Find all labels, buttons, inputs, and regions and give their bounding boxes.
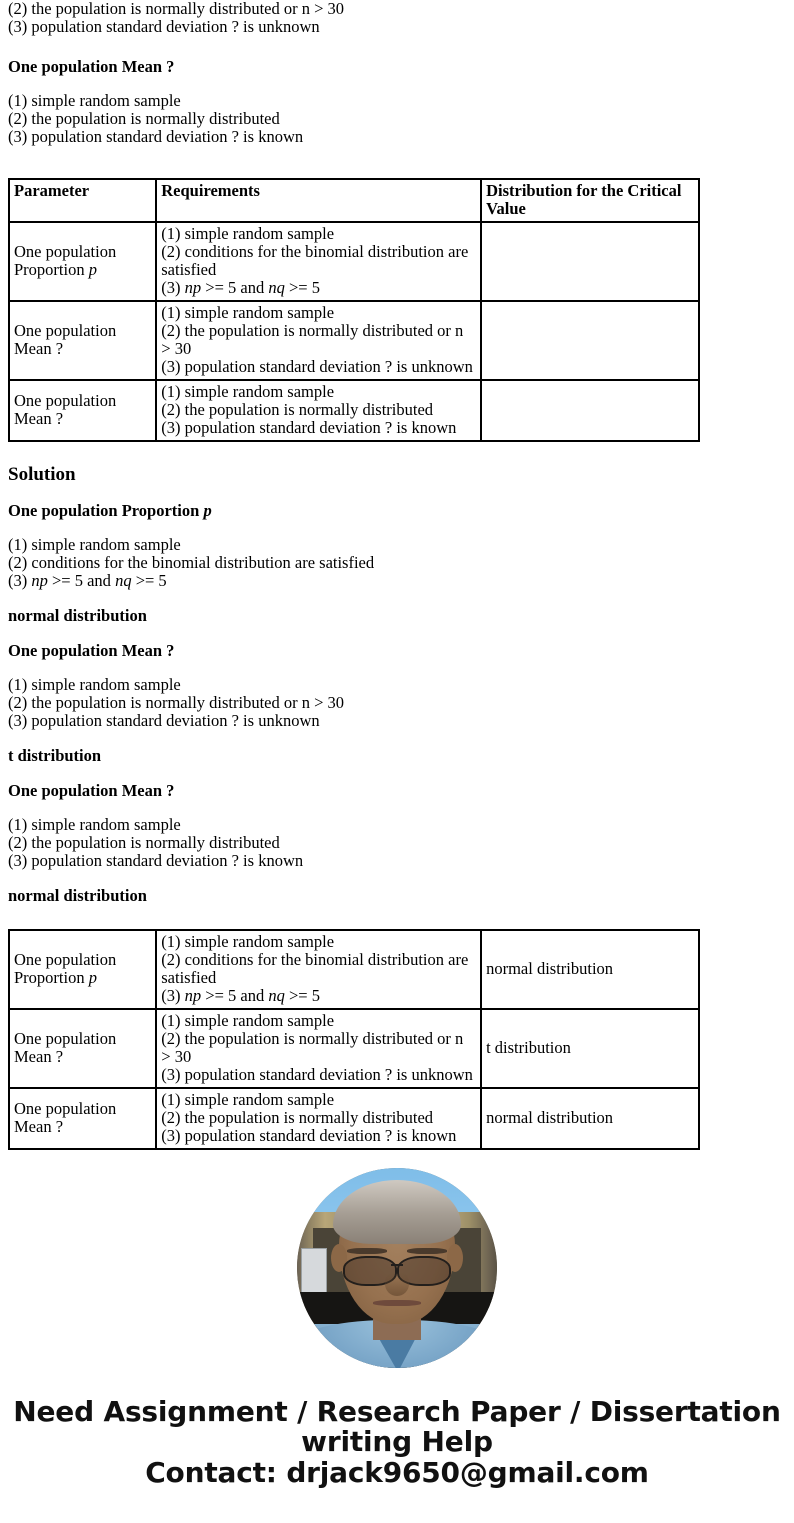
- cell-requirements: [156, 1009, 481, 1088]
- requirement-line: (2) the population is normally distributed: [161, 1108, 434, 1127]
- spacer: [0, 442, 794, 464]
- promo-contact-email[interactable]: Contact: drjack9650@gmail.com: [145, 1456, 649, 1489]
- top-fragment: [8, 0, 794, 36]
- np-symbol: np: [184, 278, 202, 297]
- cell-requirements: [156, 222, 481, 301]
- requirement-line: (3) population standard deviation ? is known: [161, 418, 457, 437]
- spacer: [0, 590, 794, 607]
- requirement-line: (3) np >= 5 and nq >= 5: [161, 278, 320, 297]
- np-symbol: np: [31, 571, 48, 590]
- solution-requirements-2: [8, 676, 794, 730]
- requirement-line: (2) the population is normally distributed or n > 30: [8, 693, 345, 712]
- solution-answer-2: t distribution: [8, 746, 102, 765]
- requirement-line: (2) conditions for the binomial distribution are satisfied: [161, 950, 469, 987]
- cell-parameter: One population Mean ?: [9, 1088, 156, 1149]
- np-symbol: np: [184, 986, 202, 1005]
- solution-heading-text: One population Proportion: [8, 501, 204, 520]
- cell-distribution: [481, 301, 699, 380]
- requirement-line: (3) np >= 5 and nq >= 5: [161, 986, 320, 1005]
- spacer: [0, 730, 794, 747]
- cell-requirements: [156, 930, 481, 1009]
- solution-heading-1: [8, 502, 794, 520]
- requirement-line: (1) simple random sample: [161, 382, 335, 401]
- requirement-line: (1) simple random sample: [161, 224, 335, 243]
- cell-distribution: normal distribution: [481, 1088, 699, 1149]
- requirement-line: (1) simple random sample: [8, 815, 181, 834]
- spacer: [0, 625, 794, 642]
- cell-parameter: [9, 930, 156, 1009]
- cell-requirements: [156, 380, 481, 441]
- intro-heading: One population Mean ?: [8, 57, 175, 76]
- promo-line-2: writing Help: [301, 1425, 493, 1458]
- table-row: [9, 1088, 699, 1149]
- requirement-line: (1) simple random sample: [8, 535, 181, 554]
- requirement-line: (3) population standard deviation ? is known: [161, 1126, 457, 1145]
- solution-heading-3: One population Mean ?: [8, 781, 175, 800]
- photo-mouth: [373, 1300, 421, 1306]
- header-requirements: Requirements: [156, 179, 481, 222]
- nq-symbol: nq: [115, 571, 132, 590]
- spacer: [0, 905, 794, 927]
- requirement-line: (2) the population is normally distributed: [8, 833, 280, 852]
- requirement-line: (1) simple random sample: [161, 932, 335, 951]
- cell-parameter: [9, 222, 156, 301]
- blank-table-wrapper: [0, 176, 794, 442]
- parameter-text: One population Proportion: [14, 242, 117, 279]
- parameter-symbol: p: [88, 260, 97, 279]
- nq-symbol: nq: [268, 986, 285, 1005]
- requirement-line: (1) simple random sample: [161, 1090, 335, 1109]
- cell-distribution: [481, 222, 699, 301]
- solution-answer-3: normal distribution: [8, 886, 147, 905]
- header-parameter: Parameter: [9, 179, 156, 222]
- intro-requirement-3: (3) population standard deviation ? is known: [8, 127, 304, 146]
- table-header-row: [9, 179, 699, 222]
- cell-distribution: t distribution: [481, 1009, 699, 1088]
- parameter-symbol: p: [88, 968, 97, 987]
- requirement-line: (2) the population is normally distributed or n > 30: [161, 321, 464, 358]
- solution-heading-symbol: p: [203, 501, 212, 520]
- requirement-line: (2) the population is normally distributed or n > 30: [161, 1029, 464, 1066]
- requirements-table-blank: [8, 178, 700, 442]
- cell-distribution: normal distribution: [481, 930, 699, 1009]
- portrait-section: [0, 1150, 794, 1373]
- requirement-line: (1) simple random sample: [8, 675, 181, 694]
- header-distribution: Distribution for the Critical Value: [481, 179, 699, 222]
- spacer: [0, 800, 794, 816]
- table-row: [9, 380, 699, 441]
- filled-table-wrapper: [0, 927, 794, 1150]
- top-fragment-line-1: (2) the population is normally distributed or n > 30: [8, 0, 345, 18]
- intro-requirements: [8, 92, 794, 146]
- table-row: [9, 930, 699, 1009]
- solution-answer-1: normal distribution: [8, 606, 147, 625]
- promo-block: [0, 1373, 794, 1488]
- spacer: [0, 146, 794, 176]
- cell-parameter: One population Mean ?: [9, 380, 156, 441]
- requirement-line: (3) population standard deviation ? is known: [8, 851, 304, 870]
- spacer: [0, 870, 794, 887]
- intro-requirement-1: (1) simple random sample: [8, 91, 181, 110]
- promo-line-1: Need Assignment / Research Paper / Dissertation: [13, 1395, 781, 1428]
- spacer: [0, 660, 794, 676]
- photo-eyebrow-right: [407, 1248, 447, 1254]
- requirement-line: (2) the population is normally distributed: [161, 400, 434, 419]
- table-row: [9, 1009, 699, 1088]
- solution-requirements-3: [8, 816, 794, 870]
- parameter-text: One population Proportion: [14, 950, 117, 987]
- spacer: [0, 36, 794, 58]
- solution-title: Solution: [8, 464, 76, 485]
- author-avatar: [297, 1168, 497, 1368]
- spacer: [0, 765, 794, 782]
- nq-symbol: nq: [268, 278, 285, 297]
- requirements-table-filled: [8, 929, 700, 1150]
- photo-eyebrow-left: [347, 1248, 387, 1254]
- requirement-line: (1) simple random sample: [161, 303, 335, 322]
- solution-requirements-1: [8, 536, 794, 590]
- cell-requirements: [156, 1088, 481, 1149]
- intro-requirement-2: (2) the population is normally distributed: [8, 109, 280, 128]
- requirement-line: (3) np >= 5 and nq >= 5: [8, 571, 167, 590]
- requirement-line: (2) conditions for the binomial distribution are satisfied: [161, 242, 469, 279]
- requirement-line: (3) population standard deviation ? is unknown: [8, 711, 320, 730]
- requirement-line: (3) population standard deviation ? is unknown: [161, 357, 473, 376]
- table-row: [9, 222, 699, 301]
- requirement-line: (1) simple random sample: [161, 1011, 335, 1030]
- photo-eyeglass-bridge: [391, 1264, 403, 1266]
- cell-parameter: One population Mean ?: [9, 301, 156, 380]
- requirement-line: (3) population standard deviation ? is unknown: [161, 1065, 473, 1084]
- spacer: [0, 520, 794, 536]
- cell-requirements: [156, 301, 481, 380]
- table-row: [9, 301, 699, 380]
- spacer: [0, 76, 794, 92]
- requirement-line: (2) conditions for the binomial distribution are satisfied: [8, 553, 375, 572]
- spacer: [0, 486, 794, 502]
- cell-parameter: One population Mean ?: [9, 1009, 156, 1088]
- top-fragment-line-2: (3) population standard deviation ? is unknown: [8, 17, 320, 36]
- cell-distribution: [481, 380, 699, 441]
- photo-nose: [385, 1272, 409, 1296]
- solution-heading-2: One population Mean ?: [8, 641, 175, 660]
